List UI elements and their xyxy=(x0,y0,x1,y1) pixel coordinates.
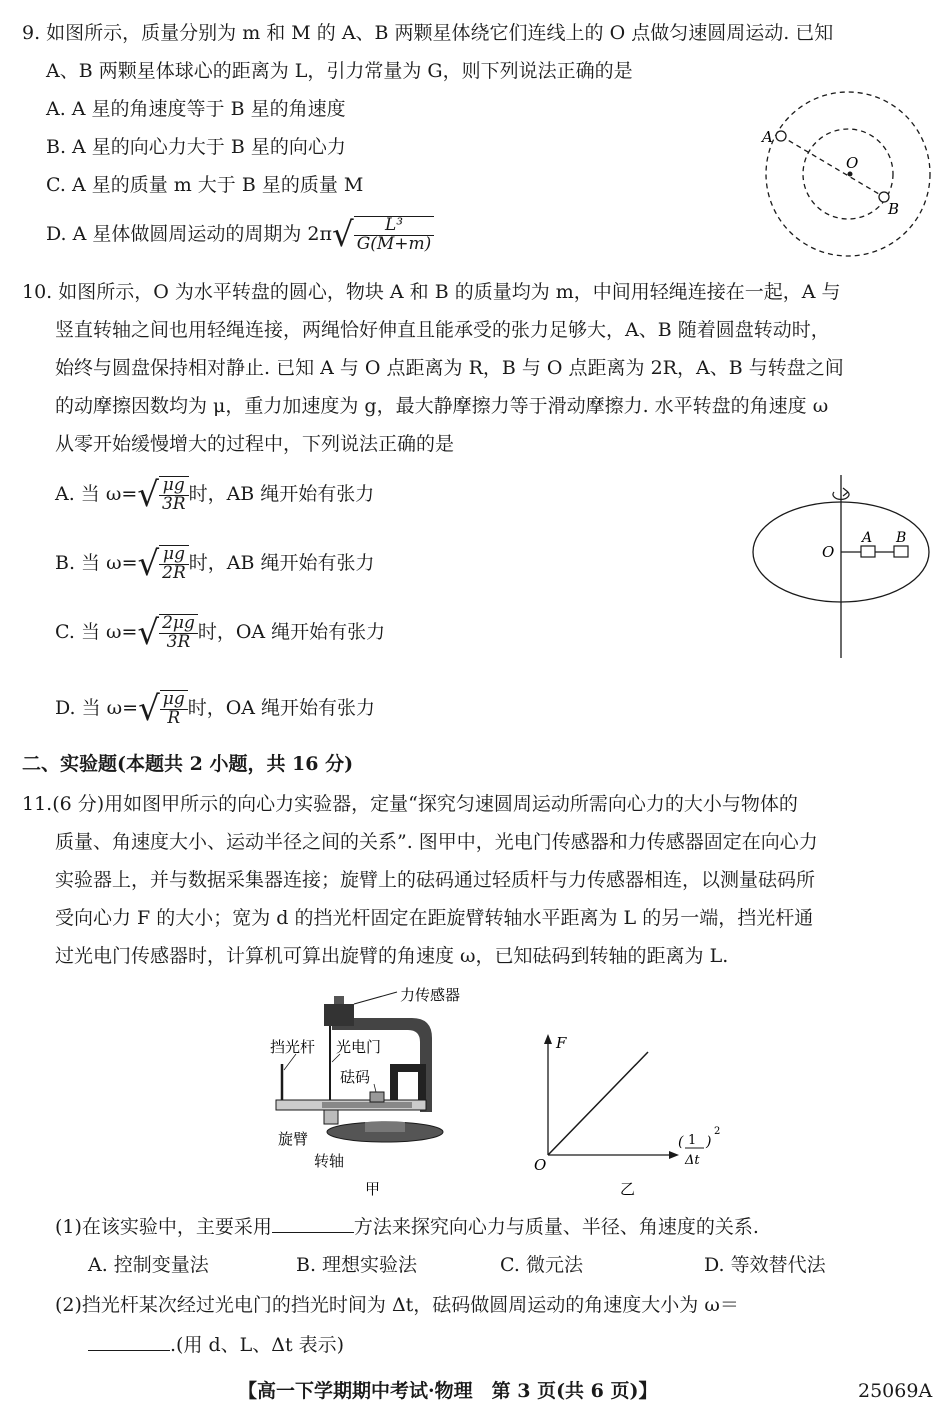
q11-sub1-option-d: D. 等效替代法 xyxy=(704,1254,826,1276)
q10-fig-label-o: O xyxy=(822,543,835,561)
option-prefix: D. 当 ω= xyxy=(55,696,139,719)
q11-fig-photogate-label: 光电门 xyxy=(336,1038,382,1056)
q10-fig-label-a: A xyxy=(862,530,873,546)
q9-option-d xyxy=(46,216,434,254)
q11-sub1-suffix: 方法来探究向心力与质量、半径、角速度的关系. xyxy=(353,1216,759,1238)
q11-graph-y-label: F xyxy=(556,1034,567,1052)
q9-stem-line1: 9. 如图所示，质量分别为 m 和 M 的 A、B 两颗星体绕它们连线上的 O 点做匀速圆周运动. 已知 xyxy=(22,22,834,44)
option-numerator: μg xyxy=(159,477,189,496)
q9-option-a: A. A 星的角速度等于 B 星的角速度 xyxy=(46,98,346,120)
option-denominator: 3R xyxy=(161,493,186,514)
option-denominator: R xyxy=(167,707,181,728)
q11-graph-x-exp: 2 xyxy=(714,1126,721,1137)
q9-option-d-numerator: L³ xyxy=(354,217,435,236)
q10-option-d xyxy=(55,690,375,728)
option-suffix: 时，OA 绳开始有张力 xyxy=(197,620,386,643)
q11-sub2-suffix: .(用 d、L、Δt 表示) xyxy=(170,1334,345,1356)
q9-option-d-prefix: D. A 星体做圆周运动的周期为 2π xyxy=(46,222,333,245)
option-prefix: B. 当 ω= xyxy=(55,551,138,574)
radical-sign: √ xyxy=(137,543,160,584)
q9-stem-line2: A、B 两颗星体球心的距离为 L，引力常量为 G，则下列说法正确的是 xyxy=(46,60,633,82)
q11-sub1-option-c: C. 微元法 xyxy=(500,1254,583,1276)
q11-graph-x-paren-r: ) xyxy=(706,1134,712,1150)
q9-option-b: B. A 星的向心力大于 B 星的向心力 xyxy=(46,136,346,158)
q9-option-d-denominator: G(M+m) xyxy=(356,233,432,254)
q11-sub2-answer-blank[interactable] xyxy=(88,1332,170,1351)
q11-sub1-answer-blank[interactable] xyxy=(272,1214,354,1233)
q11-sub1-option-a: A. 控制变量法 xyxy=(88,1254,209,1276)
q11-graph-x-den: Δt xyxy=(685,1153,700,1168)
option-suffix: 时，AB 绳开始有张力 xyxy=(188,551,375,574)
radical-sign: √ xyxy=(332,214,354,255)
section-title: 二、实验题(本题共 2 小题，共 16 分) xyxy=(22,753,354,775)
q11-fig-force-sensor-label: 力传感器 xyxy=(400,986,461,1004)
q11-sub2-line2 xyxy=(88,1332,344,1357)
q11-fig-arm-label: 旋臂 xyxy=(278,1130,309,1148)
q9-fig-label-o: O xyxy=(846,154,859,172)
option-numerator: 2μg xyxy=(159,615,198,634)
q11-stem-line1: 11.(6 分)用如图甲所示的向心力实验器，定量“探究匀速圆周运动所需向心力的大小与物体的 xyxy=(22,793,798,815)
option-suffix: 时，AB 绳开始有张力 xyxy=(188,482,375,505)
q11-apparatus-figure xyxy=(262,982,482,1202)
q11-fig-yi-caption: 乙 xyxy=(620,1180,636,1198)
q11-fig-weight-label: 砝码 xyxy=(340,1068,371,1086)
q11-stem-line2: 质量、角速度大小、运动半径之间的关系”. 图甲中，光电门传感器和力传感器固定在向心力 xyxy=(55,831,818,853)
q11-fig-axis-label: 转轴 xyxy=(314,1152,345,1170)
option-prefix: A. 当 ω= xyxy=(55,482,138,505)
q9-binary-star-figure xyxy=(758,82,938,267)
q10-stem-line1: 10. 如图所示，O 为水平转盘的圆心，物块 A 和 B 的质量均为 m，中间用轻绳连接在一起，A 与 xyxy=(22,281,841,303)
q9-option-c: C. A 星的质量 m 大于 B 星的质量 M xyxy=(46,174,364,196)
q10-stem-line3: 始终与圆盘保持相对静止. 已知 A 与 O 点距离为 R，B 与 O 点距离为 2R，A、B 与转盘之间 xyxy=(55,357,844,379)
q10-stem-line4: 的动摩擦因数均为 μ，重力加速度为 g，最大静摩擦力等于滑动摩擦力. 水平转盘的角速度 ω xyxy=(55,395,829,417)
page-footer: 【高一下学期期中考试·物理 第 3 页(共 6 页)】 xyxy=(238,1380,658,1402)
radical-sign: √ xyxy=(138,688,160,729)
q10-fig-label-b: B xyxy=(896,530,907,546)
q10-stem-line2: 竖直转轴之间也用轻绳连接，两绳恰好伸直且能承受的张力足够大，A、B 随着圆盘转动时， xyxy=(55,319,830,341)
q11-stem-line5: 过光电门传感器时，计算机可算出旋臂的角速度 ω，已知砝码到转轴的距离为 L. xyxy=(55,945,729,967)
q10-turntable-figure xyxy=(748,470,938,660)
q11-sub2-line1: (2)挡光杆某次经过光电门的挡光时间为 Δt，砝码做圆周运动的角速度大小为 ω＝ xyxy=(55,1294,739,1316)
q11-graph-figure xyxy=(528,1030,728,1205)
q11-stem-line4: 受向心力 F 的大小；宽为 d 的挡光杆固定在距旋臂转轴水平距离为 L 的另一端，挡光杆通 xyxy=(55,907,814,929)
q10-option-a xyxy=(55,476,374,514)
paper-code: 25069A xyxy=(858,1380,933,1402)
option-numerator: μg xyxy=(160,691,188,710)
q10-stem-line5: 从零开始缓慢增大的过程中，下列说法正确的是 xyxy=(55,433,455,455)
q10-option-b xyxy=(55,545,375,583)
option-denominator: 2R xyxy=(162,562,186,583)
option-prefix: C. 当 ω= xyxy=(55,620,138,643)
q11-stem-line3: 实验器上，并与数据采集器连接；旋臂上的砝码通过轻质杆与力传感器相连，以测量砝码所 xyxy=(55,869,816,891)
radical-sign: √ xyxy=(137,612,160,653)
q11-graph-x-num: 1 xyxy=(688,1133,697,1148)
q9-fig-label-a: A xyxy=(762,128,773,146)
option-suffix: 时，OA 绳开始有张力 xyxy=(187,696,376,719)
option-numerator: μg xyxy=(159,546,189,565)
q11-sub1 xyxy=(55,1214,759,1239)
q11-fig-light-bar-label: 挡光杆 xyxy=(270,1038,316,1056)
q11-sub1-prefix: (1)在该实验中，主要采用 xyxy=(55,1216,272,1238)
q9-fig-label-b: B xyxy=(888,200,900,218)
q10-option-c xyxy=(55,614,385,652)
radical-sign: √ xyxy=(137,474,159,515)
option-denominator: 3R xyxy=(166,631,191,652)
q11-graph-origin: O xyxy=(534,1156,547,1174)
q11-fig-jia-caption: 甲 xyxy=(365,1180,381,1198)
q11-graph-x-paren-l: ( xyxy=(678,1134,684,1150)
q11-sub1-option-b: B. 理想实验法 xyxy=(296,1254,418,1276)
